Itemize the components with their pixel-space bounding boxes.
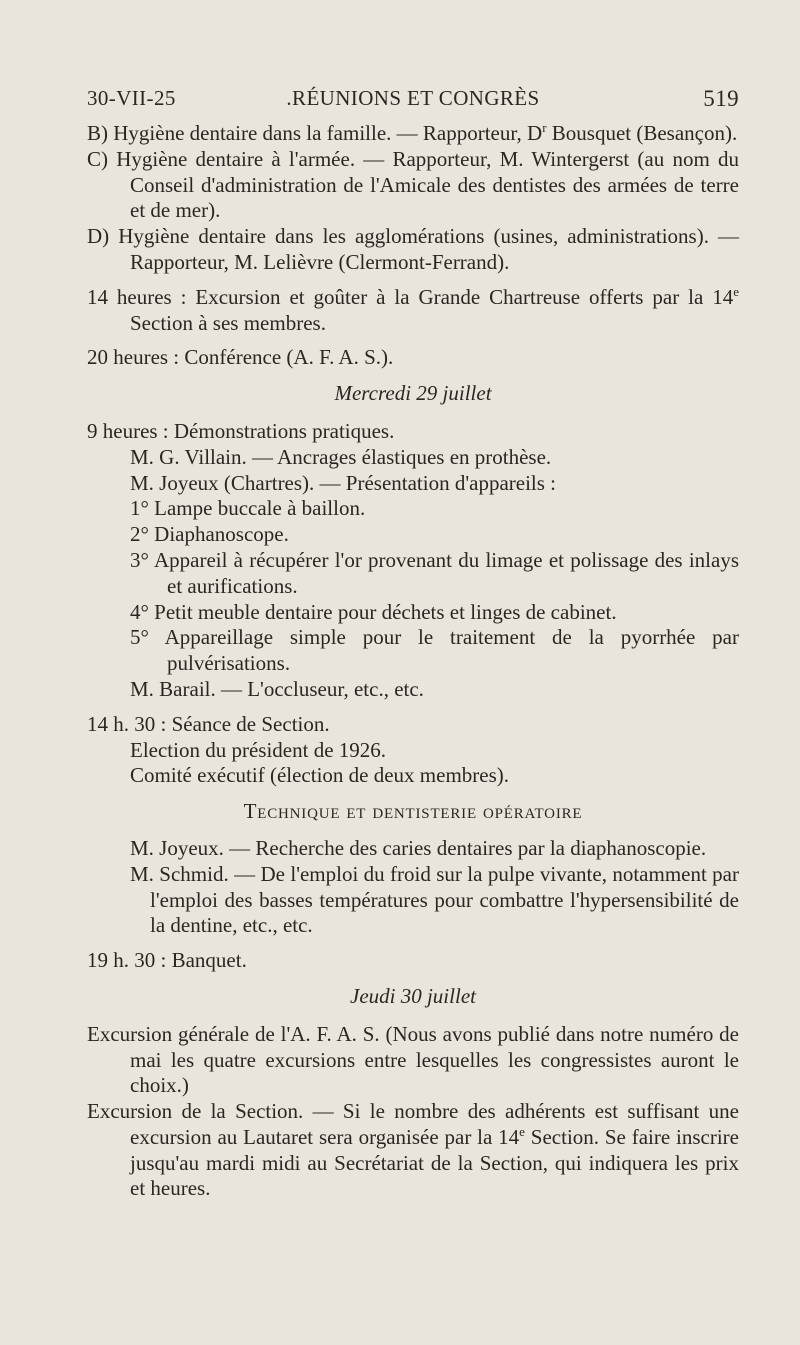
item-14h-text: 14 heures : Excursion et goûter à la Grande Chartreuse offerts par la 14 — [87, 284, 734, 309]
item-19h30: 19 h. 30 : Banquet. — [87, 948, 247, 973]
running-header — [87, 86, 739, 120]
page-number: 519 — [703, 86, 739, 111]
item-c: C) Hygiène dentaire à l'armée. — Rapporteur, M. Wintergerst (au nom du Conseil d'administration de l'Amicale des dentistes des armées de terre et de mer). — [87, 146, 739, 223]
item-b-text: B) Hygiène dentaire dans la famille. — Rapporteur, D — [87, 121, 543, 145]
item-9h: 9 heures : Démonstrations pratiques. — [87, 418, 395, 443]
item-d: D) Hygiène dentaire dans les agglomérations (usines, administrations). — Rapporteur, M. Lelièvre (Clermont-Ferrand). — [87, 224, 739, 274]
item-schmid-text: M. Schmid. — De l'emploi du froid sur la pulpe vivante, notamment par l'emploi des basses températures pour combattre l'hypersensibilité de la dentine, etc., etc. — [130, 861, 739, 938]
item-b-sup: r — [542, 120, 547, 135]
item-b — [87, 121, 739, 147]
heading-jeudi: Jeudi 30 juillet — [350, 983, 476, 1008]
list-item-5: 5° Appareillage simple pour le traitement de la pyorrhée par pulvérisations. — [130, 625, 739, 676]
item-excursion-section-sup: e — [519, 1123, 525, 1139]
item-excursion-section-end: Section. Se faire inscrire jusqu'au mardi midi au Secrétariat de la Section, qui indiquera les prix et heures. — [130, 1124, 739, 1201]
item-joyeux-chartres: M. Joyeux (Chartres). — Présentation d'appareils : — [130, 470, 557, 495]
item-barail: M. Barail. — L'occluseur, etc., etc. — [130, 676, 424, 701]
list-item-4: 4° Petit meuble dentaire pour déchets et linges de cabinet. — [130, 599, 617, 624]
item-20h: 20 heures : Conférence (A. F. A. S.). — [87, 345, 394, 370]
item-schmid — [87, 862, 739, 939]
item-excursion-section-text: Excursion de la Section. — Si le nombre des adhérents est suffisant une excursion au Lautaret sera organisée par la 14 — [87, 1099, 739, 1149]
item-14h — [87, 285, 739, 337]
item-14h-sup: e — [733, 283, 739, 299]
heading-mercredi: Mercredi 29 juillet — [334, 381, 492, 406]
item-b-end: Bousquet (Besançon). — [546, 121, 738, 145]
list-item-1: 1° Lampe buccale à baillon. — [130, 496, 366, 521]
item-election: Election du président de 1926. — [130, 737, 387, 762]
list-item-2: 2° Diaphanoscope. — [130, 522, 289, 547]
item-14h30: 14 h. 30 : Séance de Section. — [87, 711, 330, 736]
item-joyeux-diaphanoscopie — [87, 836, 739, 862]
list-item-3: 3° Appareil à récupérer l'or provenant du limage et polissage des inlays et aurifications. — [130, 547, 739, 598]
heading-technique: Technique et dentisterie opératoire — [243, 799, 583, 824]
item-villain: M. G. Villain. — Ancrages élastiques en prothèse. — [130, 444, 552, 469]
item-excursion-section — [87, 1099, 739, 1202]
item-comite: Comité exécutif (élection de deux membres). — [130, 763, 510, 788]
item-excursion-generale: Excursion générale de l'A. F. A. S. (Nous avons publié dans notre numéro de mai les quatre excursions entre lesquelles les congressistes auront le choix.) — [87, 1021, 739, 1098]
item-joyeux-diaphanoscopie-text: M. Joyeux. — Recherche des caries dentaires par la diaphanoscopie. — [130, 835, 707, 860]
header-title: .RÉUNIONS ET CONGRÈS — [286, 86, 540, 110]
header-date: 30-VII-25 — [87, 86, 176, 110]
item-14h-end: Section à ses membres. — [130, 310, 326, 335]
page-body — [87, 121, 739, 1202]
